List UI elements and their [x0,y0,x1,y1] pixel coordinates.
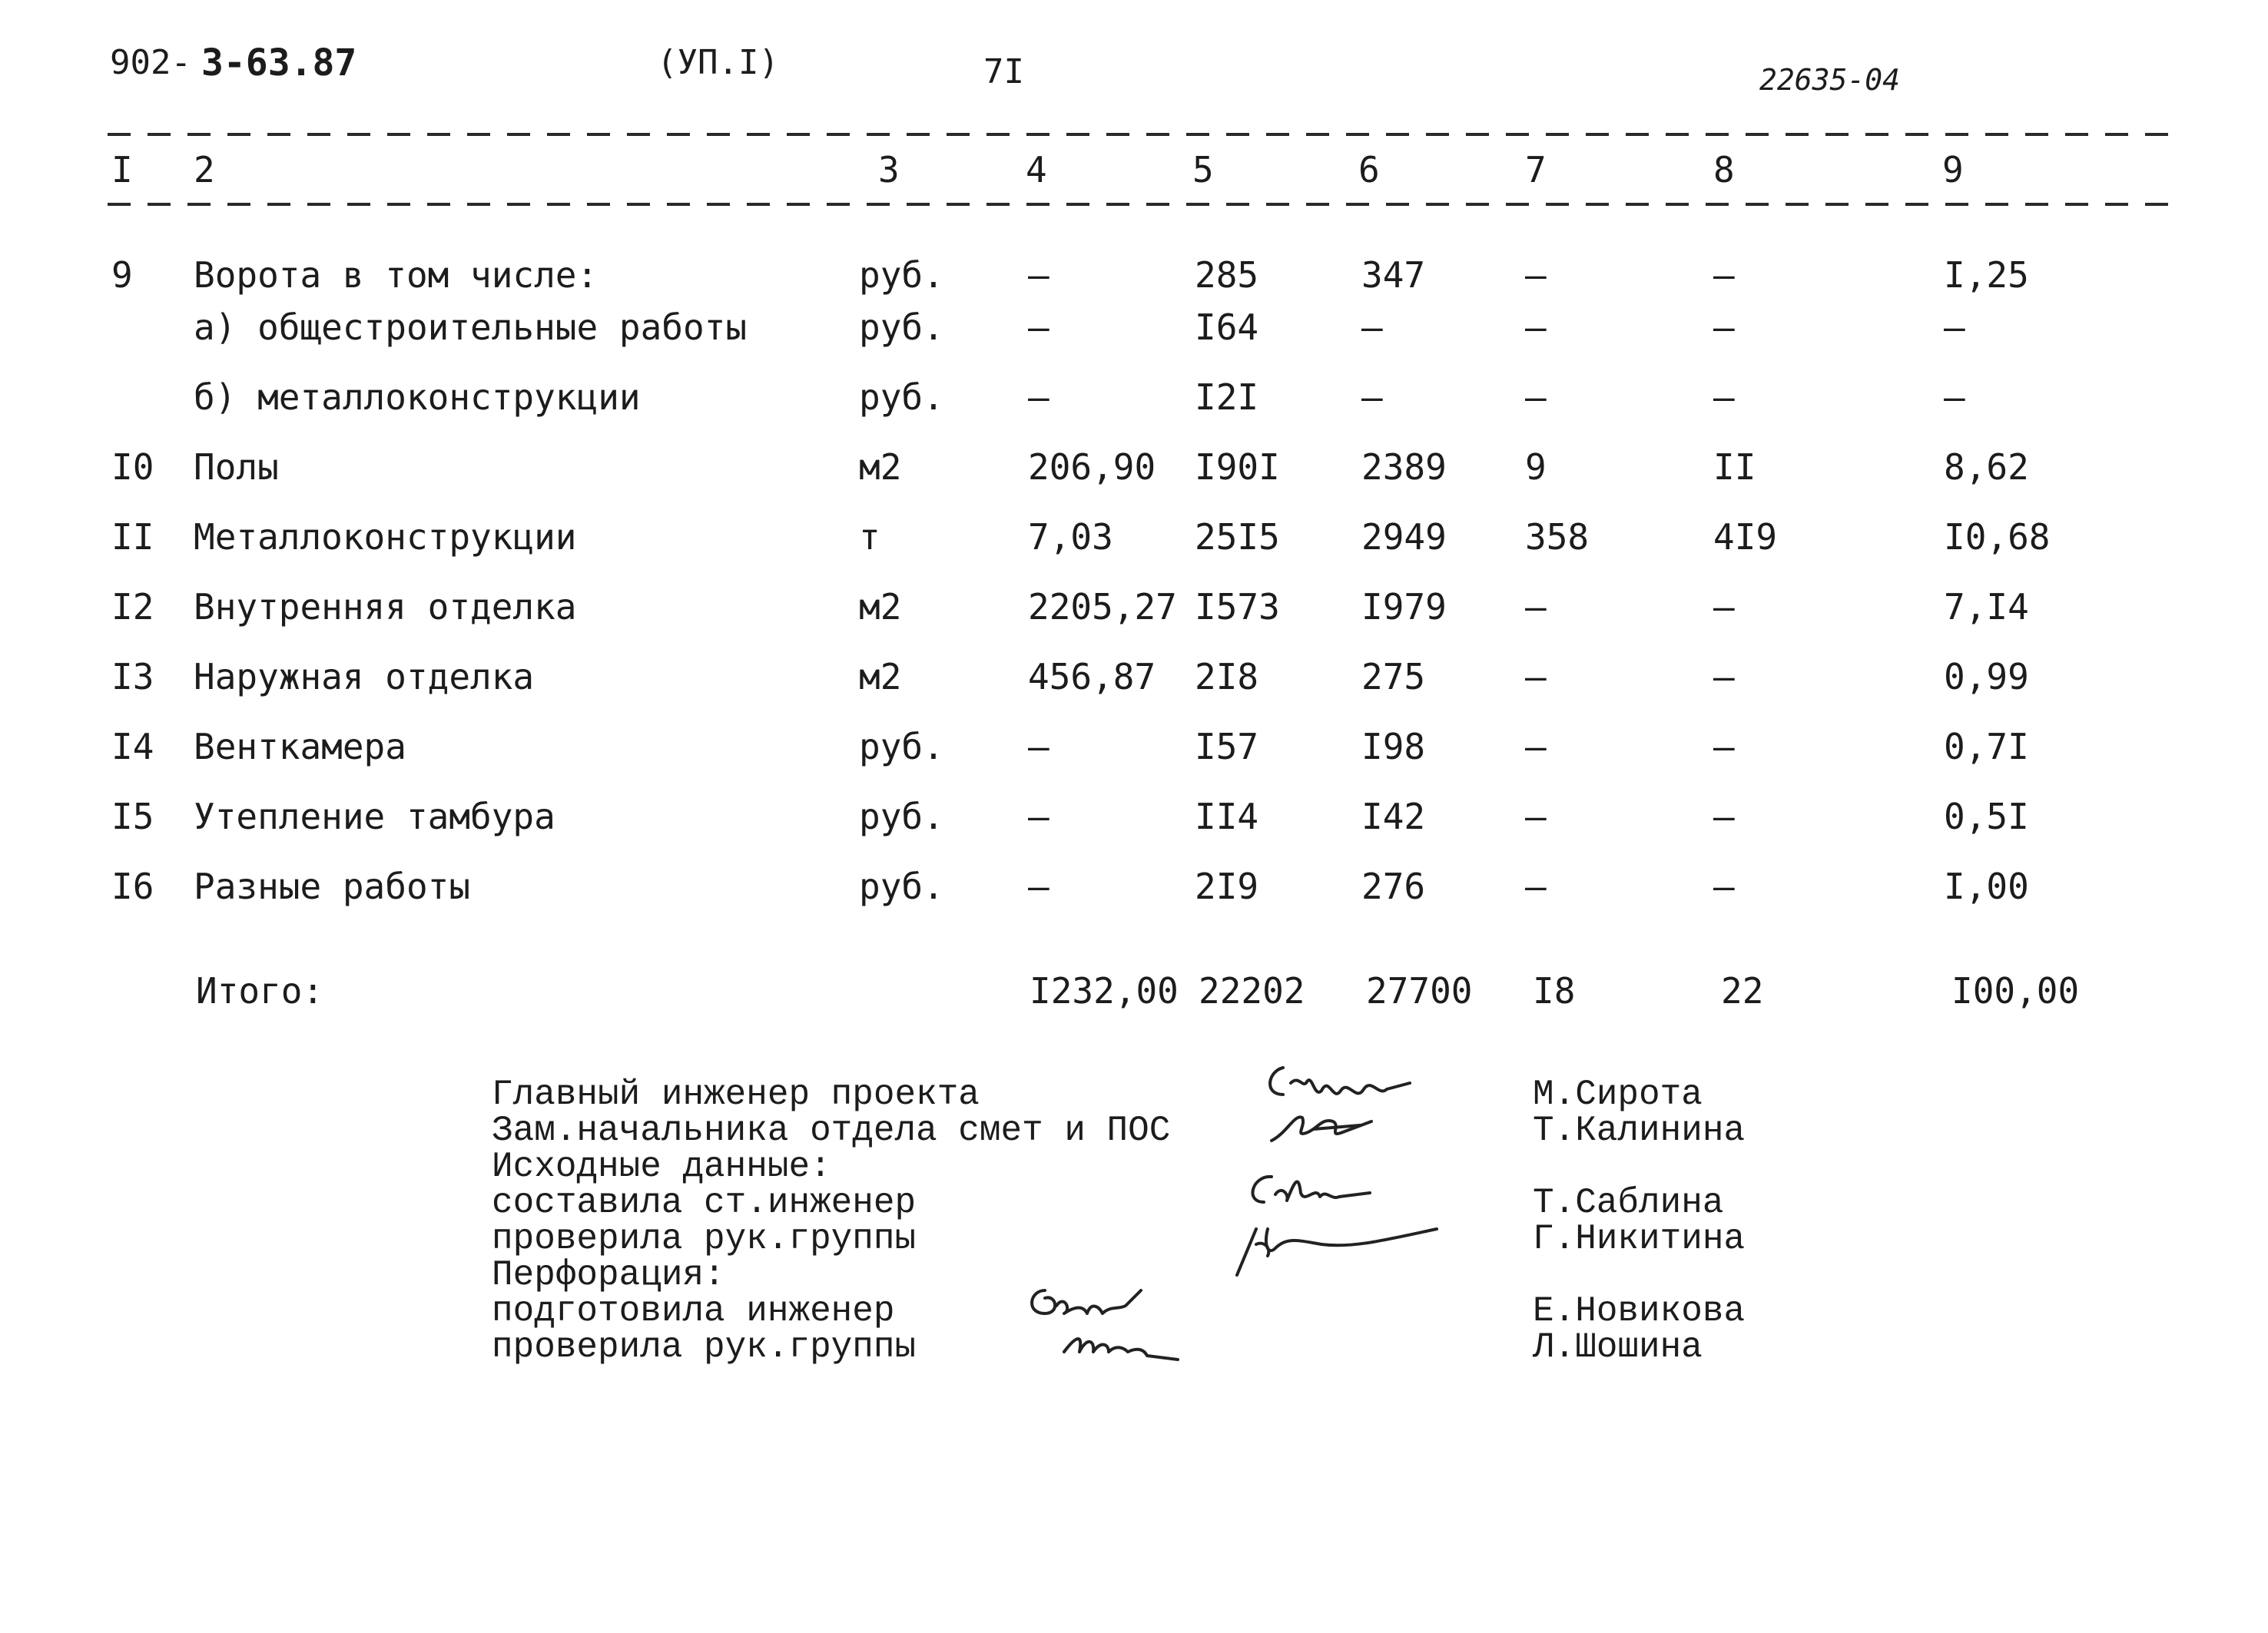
signature-role: Перфорация: [492,1255,725,1295]
total-col5: 22202 [1199,970,1305,1012]
total-col4: I232,00 [1030,970,1179,1012]
signature-role: проверила рук.группы [492,1327,917,1367]
signatory-name: Л.Шошина [1533,1327,1703,1367]
col-header-5: 5 [1192,149,1214,190]
row-col5: I90I [1195,446,1280,488]
row-unit: руб. [859,306,944,348]
total-col9: I00,00 [1951,970,2080,1012]
row-unit: руб. [859,376,944,418]
row-number: I2 [111,586,154,628]
row-col4: 2205,27 [1028,586,1177,628]
handwritten-signature-kalinina [1268,1106,1406,1152]
row-col5: I2I [1195,376,1259,418]
col-header-2: 2 [194,149,215,190]
col-header-7: 7 [1525,149,1547,190]
row-name: Металлоконструкции [194,516,577,558]
row-col6: 276 [1361,866,1426,907]
row-name: б) металлоконструкции [194,376,641,418]
row-col8: 4I9 [1713,516,1778,558]
row-col8: – [1713,656,1735,697]
row-number: II [111,516,154,558]
row-col8: – [1713,306,1735,348]
row-col5: 2I8 [1195,656,1259,697]
row-col6: I98 [1361,726,1426,767]
row-number: I0 [111,446,154,488]
signature-role: составила ст.инженер [492,1183,917,1223]
signatory-name: Е.Новикова [1533,1291,1746,1331]
row-number: I4 [111,726,154,767]
row-col7: – [1525,726,1547,767]
row-col6: 2389 [1361,446,1447,488]
signature-role: Главный инженер проекта [492,1075,980,1115]
row-col9: 8,62 [1944,446,2029,488]
row-col7: – [1525,306,1547,348]
table-top-rule [108,133,2182,136]
row-col7: – [1525,866,1547,907]
row-col8: – [1713,586,1735,628]
total-col7: I8 [1533,970,1576,1012]
row-unit: м2 [859,446,902,488]
row-name: Внутренняя отделка [194,586,577,628]
signature-role: проверила рук.группы [492,1219,917,1259]
doc-code-number: 3-63.87 [201,41,357,84]
col-header-8: 8 [1713,149,1735,190]
doc-code-prefix: 902- [110,43,191,82]
signature-role: подготовила инженер [492,1291,895,1331]
signature-role: Исходные данные: [492,1147,831,1187]
handwritten-signature-sirota [1260,1052,1460,1106]
signatory-name: Т.Саблина [1533,1183,1724,1223]
row-col4: – [1028,726,1049,767]
signatory-name: Т.Калинина [1533,1111,1746,1151]
album-label: (УП.I) [657,43,779,82]
row-unit: м2 [859,656,902,697]
row-col6: 347 [1361,254,1426,296]
row-number: I3 [111,656,154,697]
row-col4: 206,90 [1028,446,1156,488]
row-col8: – [1713,376,1735,418]
row-name: Наружная отделка [194,656,535,697]
total-col8: 22 [1721,970,1764,1012]
row-col7: – [1525,376,1547,418]
row-number: 9 [111,254,133,296]
row-col4: – [1028,254,1049,296]
row-name: а) общестроительные работы [194,306,748,348]
row-name: Разные работы [194,866,471,907]
row-col6: 275 [1361,656,1426,697]
archive-number: 22635-04 [1759,63,1901,97]
signatory-name: Г.Никитина [1533,1219,1746,1259]
row-name: Полы [194,446,279,488]
row-col7: – [1525,796,1547,837]
row-unit: т [859,516,880,558]
row-col5: 285 [1195,254,1259,296]
row-col5: I64 [1195,306,1259,348]
col-header-4: 4 [1026,149,1047,190]
row-col6: 2949 [1361,516,1447,558]
row-unit: м2 [859,586,902,628]
row-col8: – [1713,866,1735,907]
total-col6: 27700 [1366,970,1473,1012]
row-col5: I573 [1195,586,1280,628]
row-number: I5 [111,796,154,837]
row-col7: 9 [1525,446,1547,488]
total-label: Итого: [196,970,324,1012]
row-col7: – [1525,656,1547,697]
signatory-name: М.Сирота [1533,1075,1703,1115]
row-col8: – [1713,254,1735,296]
handwritten-signature-shoshina [1060,1321,1229,1367]
row-col9: – [1944,306,1965,348]
row-col5: II4 [1195,796,1259,837]
row-col4: – [1028,866,1049,907]
row-unit: руб. [859,796,944,837]
row-col9: 0,99 [1944,656,2029,697]
row-col7: – [1525,254,1547,296]
handwritten-signature-nikitina [1229,1214,1452,1283]
row-col9: I0,68 [1944,516,2051,558]
handwritten-signature-sablina [1241,1168,1418,1217]
row-name: Утепление тамбура [194,796,555,837]
row-col8: – [1713,726,1735,767]
row-col6: I979 [1361,586,1447,628]
row-col9: – [1944,376,1965,418]
row-col4: – [1028,796,1049,837]
row-col6: – [1361,376,1383,418]
row-col6: – [1361,306,1383,348]
page-number: 7I [983,52,1024,91]
row-unit: руб. [859,866,944,907]
row-col4: 7,03 [1028,516,1113,558]
row-col6: I42 [1361,796,1426,837]
col-header-9: 9 [1942,149,1964,190]
row-col5: 2I9 [1195,866,1259,907]
row-col8: – [1713,796,1735,837]
row-number: I6 [111,866,154,907]
row-col8: II [1713,446,1756,488]
row-col4: – [1028,376,1049,418]
col-header-6: 6 [1358,149,1380,190]
row-col9: I,00 [1944,866,2029,907]
table-header-rule [108,203,2182,206]
row-col9: I,25 [1944,254,2029,296]
row-col4: – [1028,306,1049,348]
row-unit: руб. [859,726,944,767]
row-col9: 0,7I [1944,726,2029,767]
row-col7: 358 [1525,516,1590,558]
row-name: Венткамера [194,726,406,767]
signature-role: Зам.начальника отдела смет и ПОС [492,1111,1171,1151]
row-name: Ворота в том числе: [194,254,598,296]
col-header-1: I [111,149,133,190]
row-col9: 0,5I [1944,796,2029,837]
row-unit: руб. [859,254,944,296]
row-col5: 25I5 [1195,516,1280,558]
row-col9: 7,I4 [1944,586,2029,628]
row-col7: – [1525,586,1547,628]
row-col4: 456,87 [1028,656,1156,697]
row-col5: I57 [1195,726,1259,767]
col-header-3: 3 [878,149,900,190]
